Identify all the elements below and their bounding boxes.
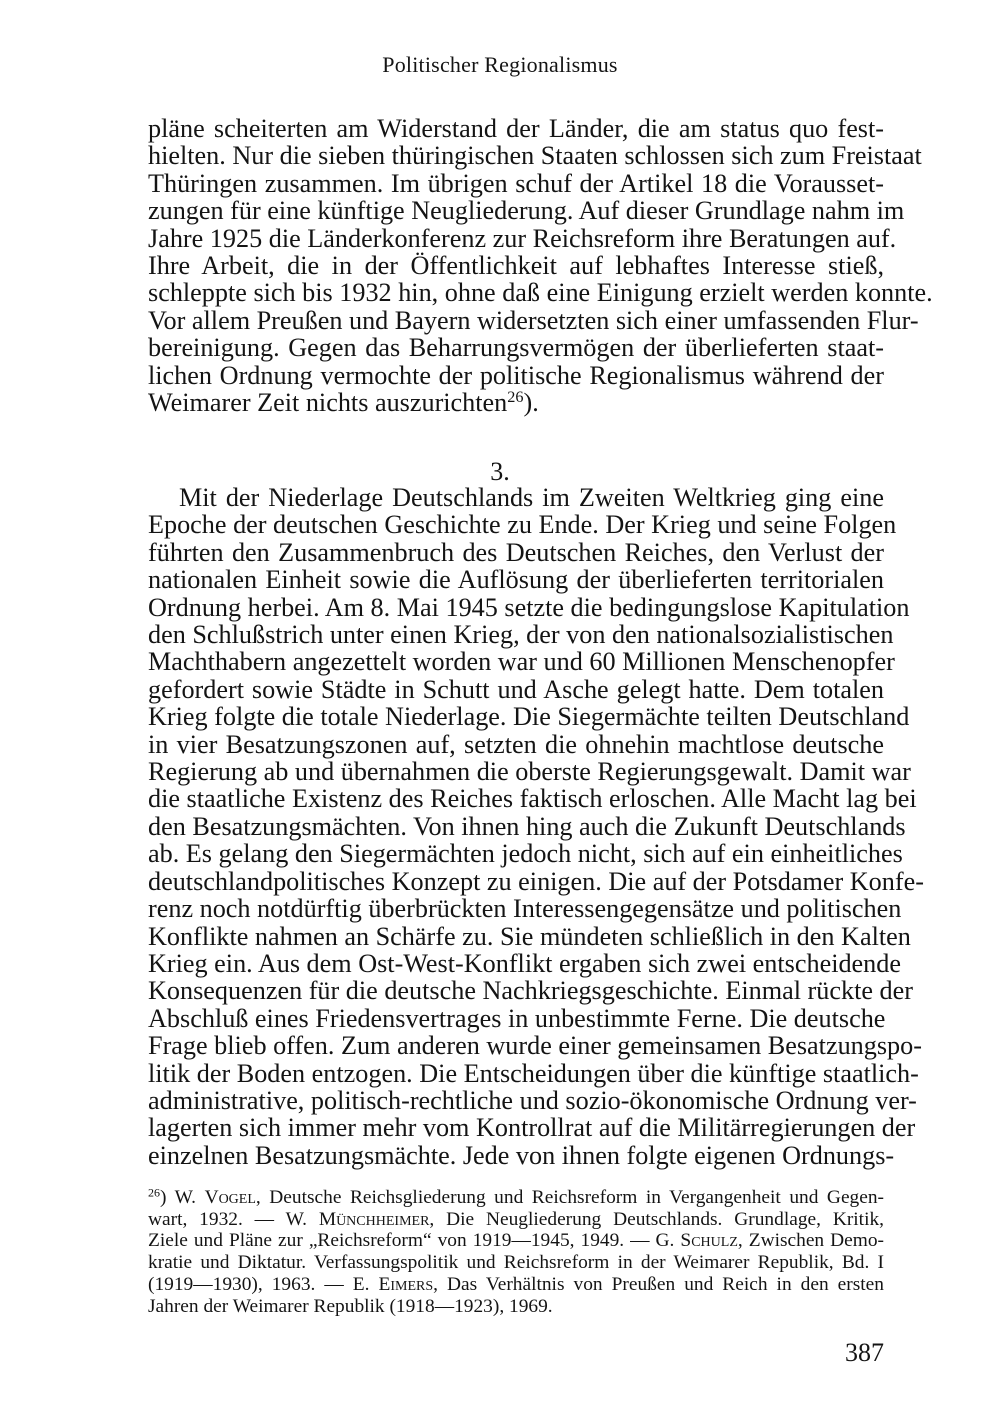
author-name: Eimers [378, 1273, 434, 1295]
text-fragment: , Das Verhältnis von Preußen und Reich in den ersten [433, 1273, 884, 1295]
running-head: Politischer Regionalismus [382, 52, 618, 77]
text-fragment: , Zwischen Demo- [737, 1230, 884, 1252]
text-fragment: wart, 1932. — W. [148, 1208, 319, 1230]
text-fragment: , Deutsche Reichsgliederung und Reichsreform in Vergangenheit und Gegen- [255, 1187, 884, 1208]
text-fragment: ) W. [160, 1187, 205, 1208]
text-line: Machthabern angezettelt worden war und 60 Millionen Menschenopfer [148, 647, 895, 677]
paragraph-continued [148, 114, 933, 418]
text-line: zungen für eine künftige Neugliederung. Auf dieser Grundlage nahm im [148, 196, 905, 226]
text-line: ab. Es gelang den Siegermächten jedoch nicht, sich auf ein einheitliches [148, 839, 903, 869]
text-fragment: (1919—1930), 1963. — E. [148, 1273, 379, 1295]
text-line: Mit der Niederlage Deutschlands im Zweiten Weltkrieg ging eine [179, 483, 884, 512]
text-line: Ordnung herbei. Am 8. Mai 1945 setzte die bedingungslose Kapitulation [148, 592, 910, 622]
text-line: gefordert sowie Städte in Schutt und Asche gelegt hatte. Dem totalen [148, 674, 884, 704]
text-line: Regierung ab und übernahmen die oberste Regierungsgewalt. Damit war [148, 757, 911, 787]
text-line: den Besatzungsmächten. Von ihnen hing auch die Zukunft Deutschlands [148, 811, 906, 841]
text-line: pläne scheiterten am Widerstand der Länder, die am status quo fest- [148, 114, 884, 143]
text-line: Vor allem Preußen und Bayern widersetzten sich einer umfassenden Flur- [148, 305, 919, 335]
text-line: renz noch notdürftig überbrückten Interessengegensätze und politischen [148, 894, 902, 924]
text-line: Ihre Arbeit, die in der Öffentlichkeit auf lebhaftes Interesse stieß, [148, 251, 884, 281]
text-line: den Schlußstrich unter einen Krieg, der von den nationalsozialistischen [148, 620, 894, 650]
text-line: Konflikte nahmen an Schärfe zu. Sie mündeten schließlich in den Kalten [148, 921, 911, 951]
footnote-line [148, 1209, 884, 1231]
text-line: Krieg ein. Aus dem Ost-West-Konflikt ergaben sich zwei entscheidende [148, 948, 901, 978]
footnote-reference[interactable]: 26 [507, 388, 524, 407]
text-line: Thüringen zusammen. Im übrigen schuf der Artikel 18 die Vorausset- [148, 168, 884, 198]
text-fragment: Ziele und Pläne zur „Reichsreform“ von 1919—1945, 1949. — G. [148, 1230, 681, 1252]
section-number: 3. [490, 457, 510, 486]
footnote-line: kratie und Diktatur. Verfassungspolitik und Reichsreform in der Weimarer Republik, Bd. I [148, 1252, 884, 1274]
footnote-line [148, 1274, 884, 1296]
text-line: administrative, politisch-rechtliche und sozio-ökonomische Ordnung ver- [148, 1085, 917, 1115]
text-line: hielten. Nur die sieben thüringischen Staaten schlossen sich zum Freistaat [148, 141, 922, 171]
text-line: in vier Besatzungszonen auf, setzten die ohnehin machtlose deutsche [148, 729, 884, 759]
text-line: Krieg folgte die totale Niederlage. Die Siegermächte teilten Deutschland [148, 702, 910, 732]
text-line: lichen Ordnung vermochte der politische Regionalismus während der [148, 360, 884, 390]
text-fragment: ). [523, 388, 539, 418]
text-line: nationalen Einheit sowie die Auflösung der überlieferten territorialen [148, 565, 884, 595]
text-line: Epoche der deutschen Geschichte zu Ende. Der Krieg und seine Folgen [148, 510, 897, 540]
author-name: Vogel [204, 1187, 256, 1208]
text-line: bereinigung. Gegen das Beharrungsvermögen der überlieferten staat- [148, 333, 884, 363]
footnote-marker: 26 [148, 1185, 161, 1200]
text-line: lagerten sich immer mehr vom Kontrollrat auf die Militärregierungen der [148, 1113, 916, 1143]
text-line: Konsequenzen für die deutsche Nachkriegsgeschichte. Einmal rückte der [148, 976, 913, 1006]
text-fragment: , Die Neugliederung Deutschlands. Grundlage, Kritik, [429, 1208, 885, 1230]
text-line: einzelnen Besatzungsmächte. Jede von ihnen folgte eigenen Ordnungs- [148, 1140, 895, 1170]
footnote [148, 1187, 884, 1317]
text-line: Jahre 1925 die Länderkonferenz zur Reichsreform ihre Beratungen auf. [148, 223, 897, 253]
text-fragment: Weimarer Zeit nichts auszurichten [148, 388, 508, 418]
text-line: führten den Zusammenbruch des Deutschen Reiches, den Verlust der [148, 537, 884, 567]
text-line: schleppte sich bis 1932 hin, ohne daß eine Einigung erzielt werden konnte. [148, 278, 933, 308]
text-line: Frage blieb offen. Zum anderen wurde einer gemeinsamen Besatzungspo- [148, 1031, 922, 1061]
author-name: Schulz [680, 1230, 738, 1252]
author-name: Münchheimer [318, 1208, 430, 1230]
footnote-line [148, 1187, 884, 1209]
text-line: deutschlandpolitisches Konzept zu einigen. Die auf der Potsdamer Konfe- [148, 866, 924, 896]
paragraph-section-3 [148, 483, 924, 1170]
text-line: Abschluß eines Friedensvertrages in unbestimmte Ferne. Die deutsche [148, 1003, 886, 1033]
text-line: litik der Boden entzogen. Die Entscheidungen über die künftige staatlich- [148, 1058, 919, 1088]
footnote-line [148, 1230, 884, 1252]
footnote-line: Jahren der Weimarer Republik (1918—1923), 1969. [148, 1295, 553, 1317]
page-number: 387 [845, 1338, 884, 1367]
text-line: die staatliche Existenz des Reiches faktisch erloschen. Alle Macht lag bei [148, 784, 917, 814]
text-line [148, 389, 884, 416]
